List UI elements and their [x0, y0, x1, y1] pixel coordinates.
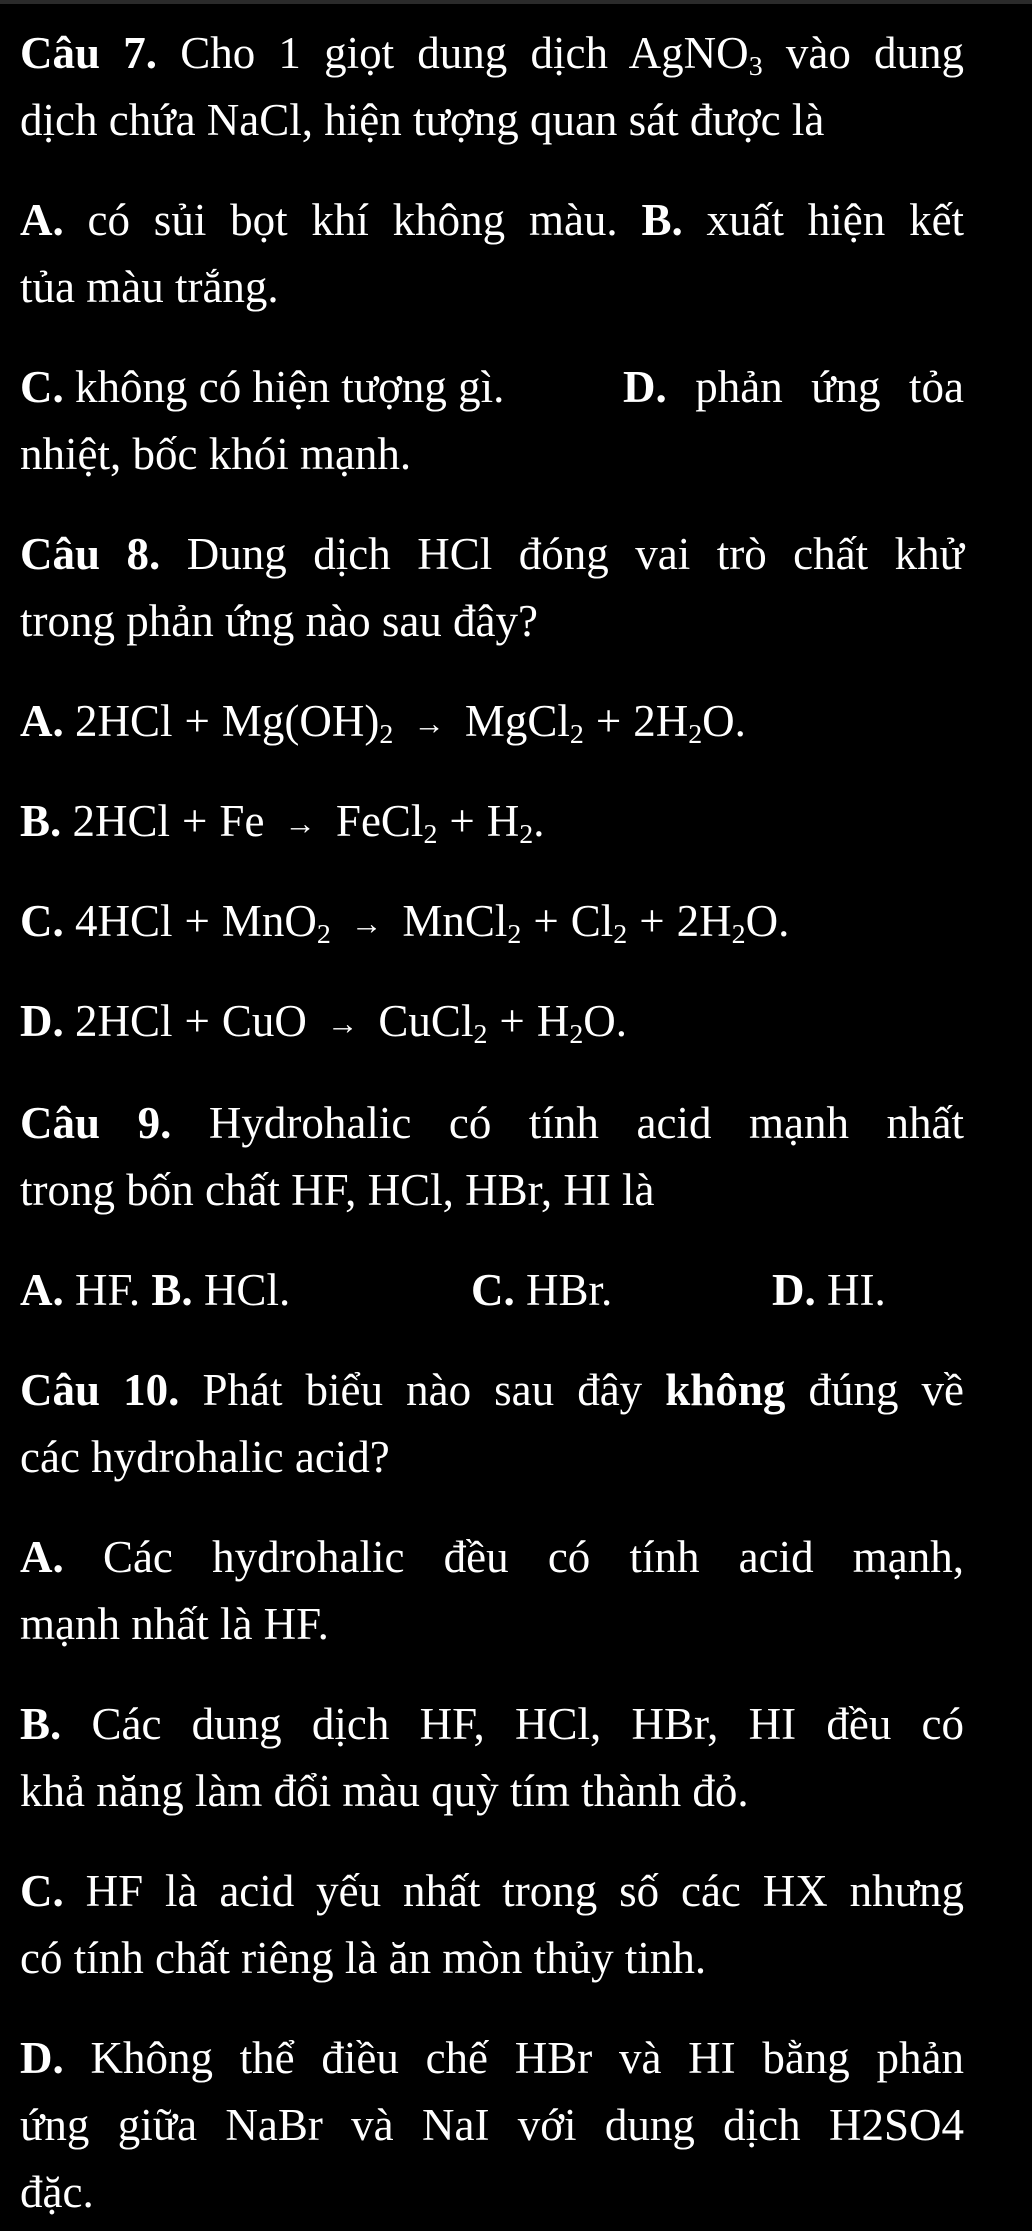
- q10-option-b-line-1: B. Các dung dịch HF, HCl, HBr, HI đều có: [20, 1699, 965, 1749]
- q8-stem-line-2: trong phản ứng nào sau đây?: [20, 596, 539, 646]
- q7-number: Câu 7.: [20, 28, 157, 78]
- q9-stem-line-1: Câu 9. Hydrohalic có tính acid mạnh nhất: [20, 1098, 965, 1148]
- q7-option-a-text: có sủi bọt khí không màu.: [87, 195, 618, 245]
- q10-option-d-line-1: D. Không thể điều chế HBr và HI bằng phản: [20, 2033, 964, 2083]
- q10-option-c-line-1: C. HF là acid yếu nhất trong số các HX nhưng: [20, 1866, 965, 1916]
- q9-stem-line-2: trong bốn chất HF, HCl, HBr, HI là: [20, 1165, 655, 1215]
- q8-option-d: D. 2HCl + CuO → CuCl$_2$ + $H_2O$.: [20, 988, 964, 1059]
- q10-option-b-line-2: khả năng làm đổi màu quỳ tím thành đỏ.: [20, 1766, 749, 1816]
- q7-option-d-letter: D.: [623, 362, 667, 412]
- reaction-arrow-icon: →: [350, 906, 383, 941]
- q7-option-b-cont: tủa màu trắng.: [20, 262, 279, 312]
- q7-stem-line-2: dịch chứa NaCl, hiện tượng quan sát được là: [20, 95, 825, 145]
- q10-option-a-line-2: mạnh nhất là HF.: [20, 1599, 329, 1649]
- reaction-arrow-icon: →: [413, 706, 445, 741]
- q10-number: Câu 10.: [20, 1365, 180, 1415]
- q9-number: Câu 9.: [20, 1098, 172, 1148]
- reaction-arrow-icon: →: [326, 1006, 359, 1041]
- top-border: [0, 0, 1032, 4]
- q10-option-d-line-2: ứng giữa NaBr và NaI với dung dịch H2SO4: [20, 2100, 964, 2150]
- q8-option-b: B. 2HCl + Fe → FeCl$_2$ + $H_2$.: [20, 788, 964, 859]
- q7-stem-line-1: Câu 7. Cho 1 giọt dung dịch AgNO$_3$ vào dung: [20, 28, 965, 82]
- q8-option-c: C. 4HCl + MnO$_2$ → MnCl$_2$ + $Cl_2 + 2H_2O$.: [20, 888, 964, 959]
- q8-stem-line-1: Câu 8. Dung dịch HCl đóng vai trò chất khử: [20, 529, 965, 579]
- q10-option-a-line-1: A. Các hydrohalic đều có tính acid mạnh,: [20, 1532, 965, 1582]
- q7-option-d-cont: nhiệt, bốc khói mạnh.: [20, 429, 412, 479]
- q8-option-a: A. $2HCl + Mg(OH)_2$ → MgCl$_2$ + $2H_2O$.: [20, 688, 964, 759]
- q10-stem-line-2: các hydrohalic acid?: [20, 1432, 390, 1482]
- q7-option-c-text: không có hiện tượng gì.: [75, 362, 505, 412]
- q7-option-b-letter: B.: [641, 195, 683, 245]
- q7-option-c-letter: C.: [20, 362, 64, 412]
- q10-option-c-line-2: có tính chất riêng là ăn mòn thủy tinh.: [20, 1933, 707, 1983]
- q10-option-d-line-3: đặc.: [20, 2167, 94, 2217]
- reaction-arrow-icon: →: [284, 806, 316, 841]
- q7-option-a-letter: A.: [20, 195, 64, 245]
- q10-stem-line-1: Câu 10. Phát biểu nào sau đây không đúng về: [20, 1365, 965, 1415]
- q8-number: Câu 8.: [20, 529, 161, 579]
- q7-options-a-b: A. có sủi bọt khí không màu. B. xuất hiện kết: [20, 195, 965, 245]
